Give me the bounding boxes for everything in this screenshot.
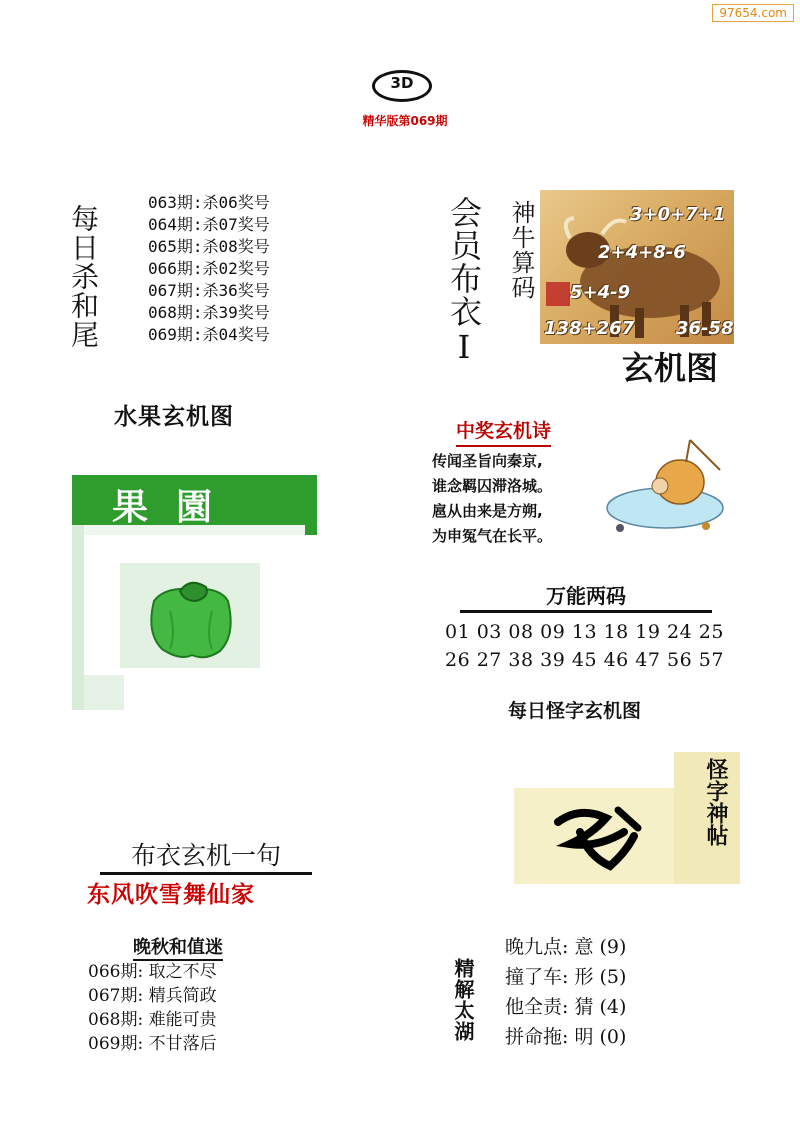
list-item: 068期: 难能可贵 [88,1010,217,1030]
list-item: 066期:杀02奖号 [148,259,270,278]
list-item: 067期: 精兵简政 [88,986,217,1006]
formula-text: 3+0+7+1 [630,204,726,225]
list-item: 拼命拖: 明 (0) [505,1026,627,1048]
poem-line: 传闻圣旨向秦京, [432,452,543,470]
buyi-title: 布衣玄机一句 [100,836,312,875]
formula-text: 2+4+8-6 [598,242,686,263]
fruit-image [72,475,317,710]
late-autumn-title: 晚秋和值迷 [133,933,223,961]
guai-image [514,752,740,884]
poem-line: 为申冤气在长平。 [432,527,553,545]
list-item: 064期:杀07奖号 [148,215,270,234]
3d-logo: 3D [372,70,432,102]
list-item: 069期:杀04奖号 [148,325,270,344]
late-autumn-list [88,960,217,1056]
guai-stamp: 怪字神帖 [703,758,729,846]
list-item: 撞了车: 形 (5) [505,966,627,988]
member-title: 会员布衣Ⅰ [445,196,483,367]
list-item: 067期:杀36奖号 [148,281,270,300]
bull-title: 神牛算码 [507,200,535,300]
list-item: 065期:杀08奖号 [148,237,270,256]
daily-kill-title: 每日杀和尾 [67,204,100,349]
poem-line: 谁念羁囚滞洛城。 [432,477,553,495]
two-codes-numbers [445,618,745,674]
poem-title: 中奖玄机诗 [456,416,551,447]
list-item: 他全责: 猜 (4) [505,996,627,1018]
bull-image [540,190,734,344]
fruit-title: 水果玄机图 [114,404,234,430]
two-codes-title: 万能两码 [460,580,712,613]
formula-text: 138+267 [544,318,635,339]
poem-line: 扈从由来是方朔, [432,502,543,520]
issue-label: 精华版第069期 [362,114,448,128]
formula-text: 36-58 [676,318,734,339]
buyi-line: 东风吹雪舞仙家 [87,881,255,908]
daily-kill-list [148,192,270,346]
taihu-title: 精解太湖 [451,958,475,1042]
list-item: 066期: 取之不尽 [88,962,217,982]
green-pepper-icon [140,571,240,661]
taihu-list [505,932,626,1052]
list-item: 063期:杀06奖号 [148,193,270,212]
guai-title: 每日怪字玄机图 [508,700,642,722]
list-item: 晚九点: 意 (9) [505,936,627,958]
bull-caption: 玄机图 [622,349,719,387]
fruit-banner: 果園 [112,486,241,528]
site-watermark: 97654.com [712,4,794,22]
poem-illustration [600,430,730,538]
poem-lines [432,449,552,549]
list-item: 069期: 不甘落后 [88,1034,217,1054]
list-item: 068期:杀39奖号 [148,303,270,322]
number-row: 01 03 08 09 13 18 19 24 25 [445,621,724,643]
formula-text: 5+4-9 [570,282,631,303]
number-row: 26 27 38 39 45 46 47 56 57 [445,649,724,671]
